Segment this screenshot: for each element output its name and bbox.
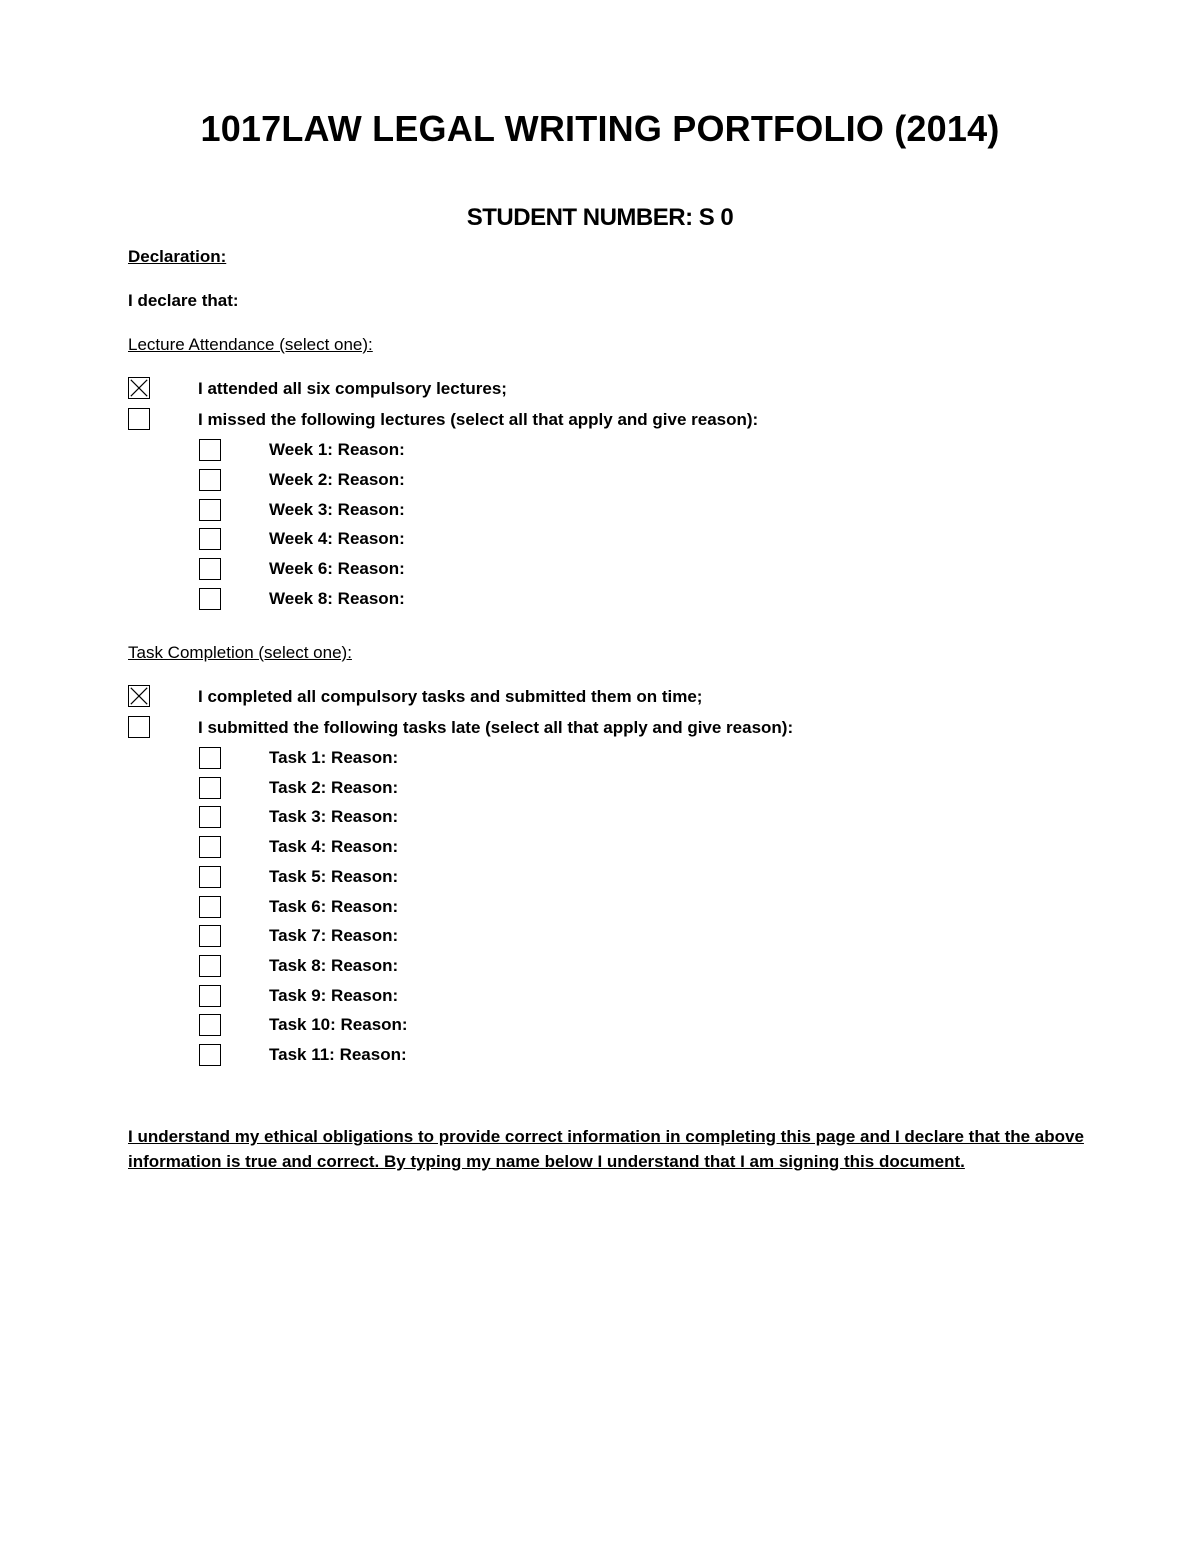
task-checkbox-9[interactable] bbox=[199, 985, 221, 1007]
final-declaration: I understand my ethical obligations to provide correct information in completing this page and I declare that the above information is true and correct. By typing my name below I understand that I am signing this document. bbox=[128, 1127, 1084, 1171]
lecture-all-label: I attended all six compulsory lectures; bbox=[198, 379, 507, 398]
task-label-5: Task 5: Reason: bbox=[269, 866, 399, 886]
task-checkbox-6[interactable] bbox=[199, 896, 221, 918]
lecture-missed-checkbox[interactable] bbox=[128, 408, 150, 430]
week-checkbox-2[interactable] bbox=[199, 469, 221, 491]
task-completion-heading-text: Task Completion (select one): bbox=[128, 643, 352, 662]
task-label-6: Task 6: Reason: bbox=[269, 896, 399, 916]
lecture-option-all-row bbox=[128, 376, 150, 400]
week-label-2: Week 2: Reason: bbox=[269, 469, 405, 489]
week-label-3: Week 3: Reason: bbox=[269, 499, 405, 519]
student-number-field[interactable]: STUDENT NUMBER: S 0 bbox=[466, 204, 734, 231]
task-label-9: Task 9: Reason: bbox=[269, 985, 399, 1005]
week-checkbox-5[interactable] bbox=[199, 558, 221, 580]
task-option-all-row bbox=[128, 684, 150, 708]
task-label-2: Task 2: Reason: bbox=[269, 777, 399, 797]
task-label-8: Task 8: Reason: bbox=[269, 955, 399, 975]
task-label-11: Task 11: Reason: bbox=[269, 1045, 407, 1064]
task-all-label: I completed all compulsory tasks and submitted them on time; bbox=[198, 687, 703, 706]
task-label-10: Task 10: Reason: bbox=[269, 1015, 408, 1035]
task-checkbox-1[interactable] bbox=[199, 747, 221, 769]
declare-intro: I declare that: bbox=[128, 291, 239, 310]
week-label-4: Week 4: Reason: bbox=[269, 529, 405, 549]
week-checkbox-6[interactable] bbox=[199, 588, 221, 610]
declaration-heading: Declaration: bbox=[128, 247, 227, 266]
task-checkbox-10[interactable] bbox=[199, 1014, 221, 1036]
week-checkbox-3[interactable] bbox=[199, 499, 221, 521]
lecture-attendance-heading bbox=[128, 335, 373, 355]
checkbox-x-mark-icon bbox=[129, 378, 149, 398]
task-checkbox-3[interactable] bbox=[199, 806, 221, 828]
week-label-6: Week 8: Reason: bbox=[269, 589, 405, 608]
lecture-missed-label: I missed the following lectures (select all that apply and give reason): bbox=[198, 410, 759, 429]
task-checkbox-7[interactable] bbox=[199, 925, 221, 947]
task-checkbox-11[interactable] bbox=[199, 1044, 221, 1066]
lecture-attendance-heading-text: Lecture Attendance (select one): bbox=[128, 335, 373, 354]
task-label-1: Task 1: Reason: bbox=[269, 748, 399, 767]
checkbox-x-mark-icon bbox=[129, 686, 149, 706]
task-label-4: Task 4: Reason: bbox=[269, 837, 399, 857]
task-label-3: Task 3: Reason: bbox=[269, 807, 399, 827]
page-title: 1017LAW LEGAL WRITING PORTFOLIO (2014) bbox=[200, 108, 1000, 149]
task-checkbox-8[interactable] bbox=[199, 955, 221, 977]
week-checkbox-1[interactable] bbox=[199, 439, 221, 461]
task-label-7: Task 7: Reason: bbox=[269, 926, 399, 946]
week-label-5: Week 6: Reason: bbox=[269, 559, 405, 579]
week-checkbox-4[interactable] bbox=[199, 528, 221, 550]
lecture-all-checkbox[interactable] bbox=[128, 377, 150, 399]
task-late-checkbox[interactable] bbox=[128, 716, 150, 738]
task-checkbox-2[interactable] bbox=[199, 777, 221, 799]
task-option-late-row bbox=[128, 715, 150, 739]
task-checkbox-5[interactable] bbox=[199, 866, 221, 888]
task-all-checkbox[interactable] bbox=[128, 685, 150, 707]
task-completion-heading bbox=[128, 643, 352, 663]
task-late-label: I submitted the following tasks late (select all that apply and give reason): bbox=[198, 718, 794, 737]
lecture-option-missed-row bbox=[128, 407, 150, 431]
week-label-1: Week 1: Reason: bbox=[269, 440, 405, 459]
task-checkbox-4[interactable] bbox=[199, 836, 221, 858]
